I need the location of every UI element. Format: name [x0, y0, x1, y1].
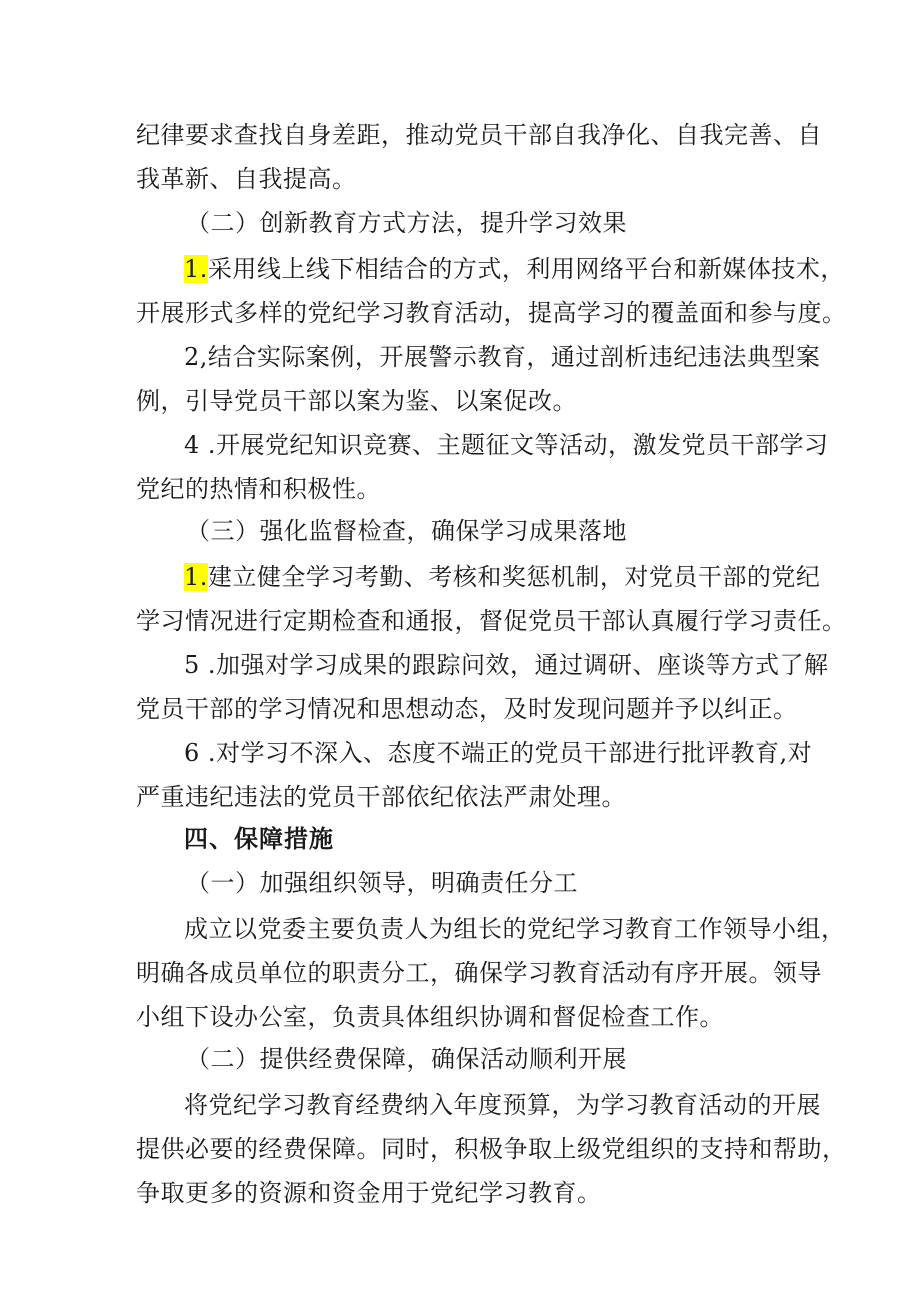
- paragraph-line: 争取更多的资源和资金用于党纪学习教育。: [136, 1179, 602, 1207]
- list-marker-highlighted: 1.: [184, 563, 208, 591]
- paragraph-line: 小组下设办公室，负责具体组织协调和督促检查工作。: [136, 1003, 724, 1031]
- paragraph-line: 成立以党委主要负责人为组长的党纪学习教育工作领导小组，: [184, 915, 846, 943]
- paragraph-line: 我革新、自我提高。: [136, 165, 357, 193]
- paragraph-line: 党纪的热情和积极性。: [136, 475, 381, 503]
- section-subheading: （一）加强组织领导，明确责任分工: [186, 869, 578, 897]
- paragraph-line: 学习情况进行定期检查和通报，督促党员干部认真履行学习责任。: [136, 607, 847, 635]
- list-item-line: 6 .对学习不深入、态度不端正的党员干部进行批评教育,对: [184, 739, 813, 767]
- paragraph-line: 将党纪学习教育经费纳入年度预算，为学习教育活动的开展: [184, 1091, 821, 1119]
- paragraph-line: 例，引导党员干部以案为鉴、以案促改。: [136, 387, 577, 415]
- list-item-line: [184, 562, 821, 592]
- list-item-text: 建立健全学习考勤、考核和奖惩机制，对党员干部的党纪: [207, 563, 821, 591]
- paragraph-line: 开展形式多样的党纪学习教育活动，提高学习的覆盖面和参与度。: [136, 299, 847, 327]
- section-heading: 四、保障措施: [184, 825, 334, 853]
- list-item-line: 4 .开展党纪知识竞赛、主题征文等活动，激发党员干部学习: [184, 431, 829, 459]
- section-subheading: （二）创新教育方式方法，提升学习效果: [186, 209, 627, 237]
- list-marker-highlighted: 1.: [184, 255, 208, 283]
- list-item-line: 2,结合实际案例，开展警示教育，通过剖析违纪违法典型案: [184, 343, 821, 371]
- paragraph-line: 严重违纪违法的党员干部依纪依法严肃处理。: [136, 783, 626, 811]
- section-subheading: （二）提供经费保障，确保活动顺利开展: [186, 1045, 627, 1073]
- paragraph-line: 明确各成员单位的职责分工，确保学习教育活动有序开展。领导: [136, 959, 822, 987]
- paragraph-line: 纪律要求查找自身差距，推动党员干部自我净化、自我完善、自: [136, 121, 822, 149]
- list-item-text: 采用线上线下相结合的方式，利用网络平台和新媒体技术，: [207, 255, 845, 283]
- paragraph-line: 提供必要的经费保障。同时，积极争取上级党组织的支持和帮助，: [136, 1135, 847, 1163]
- list-item-line: 5 .加强对学习成果的跟踪问效，通过调研、座谈等方式了解: [184, 651, 829, 679]
- paragraph-line: 党员干部的学习情况和思想动态，及时发现问题并予以纠正。: [136, 695, 798, 723]
- list-item-line: [184, 254, 845, 284]
- section-subheading: （三）强化监督检查，确保学习成果落地: [186, 517, 627, 545]
